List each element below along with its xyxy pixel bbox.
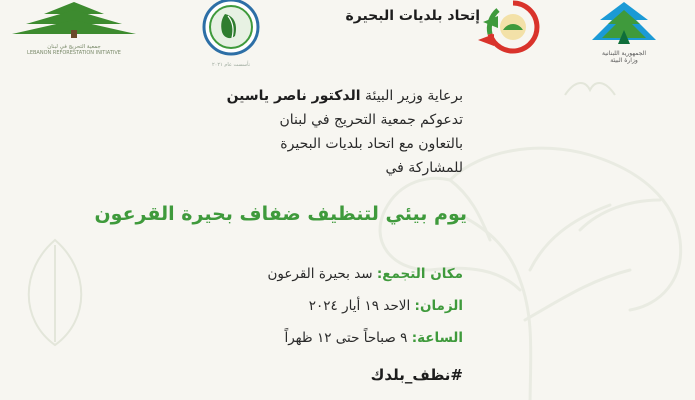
hour-label: الساعة:	[411, 330, 463, 346]
background-leaf-icon	[10, 230, 100, 350]
campaign-hashtag: #نظف_بلدك	[370, 366, 463, 384]
ministry-environment-logo	[588, 0, 660, 66]
union-municipalities-icon	[478, 0, 548, 58]
header-logos	[0, 0, 695, 70]
date-value: الاحد ١٩ أيار ٢٠٢٤	[308, 298, 411, 314]
invite-line: تدعوكم جمعية التحريج في لبنان	[279, 112, 463, 128]
minister-name: الدكتور ناصر ياسين	[226, 88, 361, 104]
participation-line: للمشاركة في	[385, 160, 463, 176]
place-value: سد بحيرة القرعون	[267, 266, 373, 282]
hour-row	[133, 322, 463, 354]
cedar-tree-icon	[4, 0, 144, 38]
ministry-logo-line1: الجمهورية اللبنانية	[601, 50, 647, 57]
round-emblem-logo	[198, 0, 264, 66]
patronage-line	[133, 84, 463, 108]
lri-logo	[4, 0, 144, 62]
invitation-intro	[133, 84, 463, 180]
background-bird-icon	[560, 70, 620, 110]
ministry-environment-icon	[588, 0, 660, 48]
round-emblem-caption: تأسست عام ٢٠٢١	[211, 62, 250, 68]
place-label: مكان التجمع:	[376, 266, 463, 282]
date-row	[133, 290, 463, 322]
header-title: إتحاد بلديات البحيرة	[345, 8, 480, 24]
union-municipalities-logo	[478, 0, 548, 58]
lri-logo-english: LEBANON REFORESTATION INITIATIVE	[27, 50, 121, 56]
round-emblem-icon	[198, 0, 264, 58]
cooperation-line: بالتعاون مع اتحاد بلديات البحيرة	[280, 136, 463, 152]
lri-logo-arabic: جمعية التحريج في لبنان	[47, 44, 101, 50]
ministry-logo-line2: وزارة البيئة	[610, 57, 638, 64]
hour-value: ٩ صباحاً حتى ١٢ ظهراً	[284, 330, 408, 346]
date-label: الزمان:	[414, 298, 463, 314]
event-title: يوم بيئي لتنظيف ضفاف بحيرة القرعون	[94, 203, 467, 225]
place-row	[133, 258, 463, 290]
event-details	[133, 258, 463, 354]
patronage-prefix: برعاية وزير البيئة	[364, 88, 463, 104]
